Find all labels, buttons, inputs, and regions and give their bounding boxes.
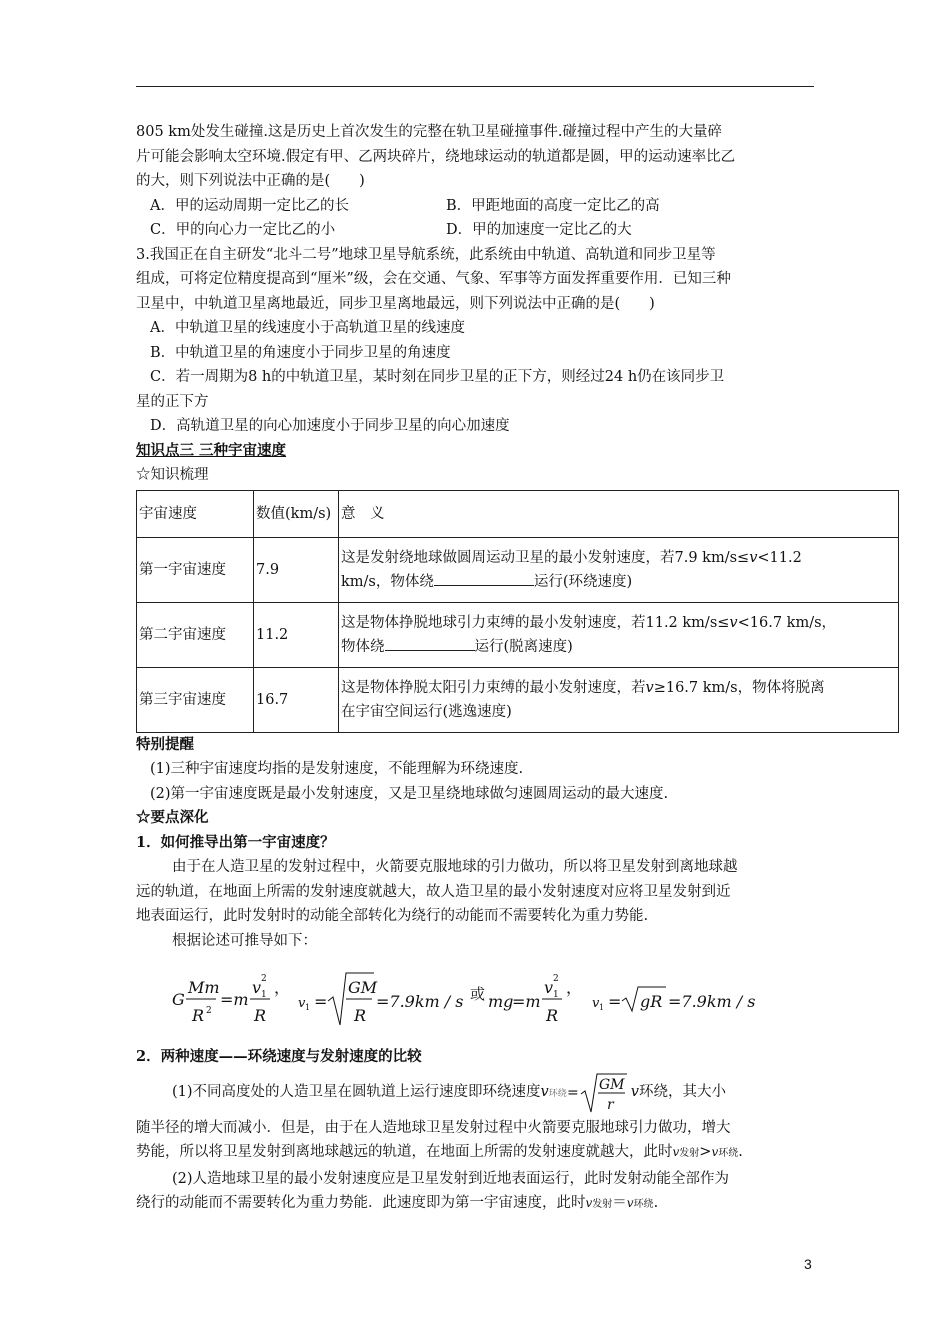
paragraph bbox=[136, 1191, 816, 1218]
paragraph-text: . bbox=[653, 1195, 659, 1211]
variable-v: v bbox=[749, 549, 758, 566]
formula-symbol: 1 bbox=[305, 1003, 311, 1012]
formula-symbol: 1 bbox=[599, 1003, 605, 1012]
option-c: C．甲的向心力一定比乙的小 bbox=[150, 222, 336, 238]
table-cell-value: 16.7 bbox=[254, 667, 339, 732]
subscript: 环绕 bbox=[718, 1148, 739, 1159]
formula-symbol: = bbox=[608, 992, 622, 1011]
paragraph: 地表面运行，此时发射时的动能全部转化为绕行的动能而不需要转化为重力势能. bbox=[136, 908, 649, 924]
formula-symbol: 2 bbox=[206, 1006, 212, 1016]
formula-symbol: R bbox=[254, 1006, 267, 1025]
formula-symbol: v bbox=[298, 996, 306, 1011]
intro-line: 的大，则下列说法中正确的是( ) bbox=[136, 173, 365, 189]
formula-symbol: =7.9km / s bbox=[376, 992, 464, 1011]
derivation-formula bbox=[136, 959, 816, 1039]
paragraph-text: > bbox=[699, 1144, 712, 1160]
formula-symbol: mg bbox=[488, 992, 514, 1011]
formula-symbol: 或 bbox=[470, 985, 486, 1003]
meaning-text: 在宇宙空间运行(逃逸速度) bbox=[341, 703, 512, 720]
cosmic-velocity-table bbox=[136, 490, 899, 733]
formula-symbol: ， bbox=[566, 978, 583, 997]
table-header-row bbox=[137, 490, 899, 537]
fill-blank bbox=[385, 636, 475, 651]
q2-options-row bbox=[136, 194, 816, 219]
paragraph-text: (1)不同高度处的人造卫星在圆轨道上运行速度即环绕速度 bbox=[172, 1083, 541, 1100]
sqrt-gm-r bbox=[567, 1070, 631, 1114]
variable-v: v bbox=[729, 614, 738, 631]
meaning-text: km/s，物体绕 bbox=[341, 573, 434, 590]
option-d: D．甲的加速度一定比乙的大 bbox=[446, 222, 632, 238]
paragraph: 根据论述可推导如下： bbox=[172, 932, 317, 949]
meaning-text: <11.2 bbox=[757, 549, 802, 566]
document-body bbox=[136, 120, 837, 1218]
meaning-text: 运行(脱离速度) bbox=[474, 638, 573, 655]
formula-symbol: GM bbox=[598, 1076, 625, 1093]
table-row bbox=[137, 667, 899, 732]
q3-option-d: D．高轨道卫星的向心加速度小于同步卫星的向心加速度 bbox=[150, 418, 510, 434]
table-cell-meaning bbox=[339, 667, 899, 732]
formula-symbol: v bbox=[252, 978, 262, 997]
paragraph-text: ＝ bbox=[612, 1195, 627, 1211]
q3-stem: 3.我国正在自主研发“北斗二号”地球卫星导航系统，此系统由中轨道、高轨道和同步卫星等 bbox=[136, 246, 716, 263]
table-cell-name: 第一宇宙速度 bbox=[137, 537, 254, 602]
formula-symbol: GM bbox=[348, 978, 378, 997]
variable-v: v bbox=[540, 1083, 549, 1100]
formula-symbol: gR bbox=[640, 992, 663, 1011]
paragraph-text: 绕行的动能而不需要转化为重力势能．此速度即为第一宇宙速度，此时 bbox=[136, 1195, 586, 1211]
meaning-text: 运行(环绕速度) bbox=[533, 573, 633, 590]
q3-option-c-cont: 星的正下方 bbox=[136, 393, 209, 410]
paragraph: 由于在人造卫星的发射过程中，火箭要克服地球的引力做功，所以将卫星发射到离地球越 bbox=[172, 859, 738, 875]
deepen-title: ☆要点深化 bbox=[136, 809, 209, 826]
formula-symbol: 1 bbox=[261, 990, 267, 1000]
paragraph: 远的轨道，在地面上所需的发射速度就越大，故人造卫星的最小发射速度对应将卫星发射到近 bbox=[136, 883, 731, 900]
section-heading: 知识点三 三种宇宙速度 bbox=[136, 441, 287, 459]
table-header: 宇宙速度 bbox=[137, 490, 254, 537]
table-cell-name: 第二宇宙速度 bbox=[137, 602, 254, 667]
subscript: 发射 bbox=[592, 1199, 613, 1210]
formula-symbol: R bbox=[192, 1006, 205, 1025]
formula-symbol: Mm bbox=[188, 978, 220, 997]
header-rule bbox=[136, 86, 814, 87]
meaning-text: 这是发射绕地球做圆周运动卫星的最小发射速度，若7.9 km/s≤ bbox=[341, 549, 750, 566]
reminder-item: (2)第一宇宙速度既是最小发射速度，又是卫星绕地球做匀速圆周运动的最大速度. bbox=[150, 785, 669, 802]
formula-symbol: = bbox=[314, 992, 328, 1011]
q3-stem: 卫星中，中轨道卫星离地最近，同步卫星离地最远，则下列说法中正确的是( ) bbox=[136, 295, 655, 312]
q3-stem: 组成，可将定位精度提高到“厘米”级，会在交通、气象、军事等方面发挥重要作用．已知三种 bbox=[136, 271, 731, 287]
table-cell-name: 第三宇宙速度 bbox=[137, 667, 254, 732]
table-row bbox=[137, 602, 899, 667]
variable-v: v bbox=[585, 1196, 593, 1210]
section-subheading: ☆知识梳理 bbox=[136, 467, 209, 483]
formula-symbol: v bbox=[592, 996, 600, 1011]
meaning-text: <16.7 km/s， bbox=[737, 614, 837, 631]
formula-symbol: ， bbox=[274, 978, 291, 997]
variable-v: v bbox=[711, 1145, 719, 1159]
formula-symbol: 2 bbox=[553, 974, 559, 984]
q3-option-c: C．若一周期为8 h的中轨道卫星，某时刻在同步卫星的正下方，则经过24 h仍在该同步卫 bbox=[150, 369, 725, 385]
paragraph-text: 势能，所以将卫星发射到离地球越远的轨道，在地面上所需的发射速度就越大，此时 bbox=[136, 1144, 673, 1160]
table-row bbox=[137, 537, 899, 602]
paragraph-text: 环绕，其大小 bbox=[638, 1083, 726, 1100]
subscript: 环绕 bbox=[548, 1088, 567, 1099]
meaning-text: 物体绕 bbox=[341, 638, 385, 655]
formula-symbol: =m bbox=[220, 990, 249, 1009]
variable-v: v bbox=[626, 1196, 634, 1210]
intro-line: 805 km处发生碰撞.这是历史上首次发生的完整在轨卫星碰撞事件.碰撞过程中产生的大量碎 bbox=[136, 124, 723, 140]
variable-v: v bbox=[672, 1145, 680, 1159]
formula-symbol: 2 bbox=[261, 974, 267, 984]
formula-symbol: v bbox=[544, 978, 554, 997]
page-number: 3 bbox=[804, 1256, 812, 1272]
formula-symbol: r bbox=[606, 1096, 614, 1113]
table-header: 意 义 bbox=[339, 490, 899, 537]
table-cell-value: 7.9 bbox=[254, 537, 339, 602]
formula-symbol: 1 bbox=[553, 990, 559, 1000]
formula-symbol: =m bbox=[512, 992, 541, 1011]
q3-option-b: B．中轨道卫星的角速度小于同步卫星的角速度 bbox=[150, 344, 451, 361]
meaning-text: ≥16.7 km/s，物体将脱离 bbox=[653, 679, 825, 696]
formula-svg bbox=[166, 959, 806, 1039]
q2-options-row bbox=[136, 218, 816, 243]
table-header: 数值(km/s) bbox=[254, 490, 339, 537]
paragraph: (2)人造地球卫星的最小发射速度应是卫星发射到近地表面运行，此时发射动能全部作为 bbox=[172, 1170, 730, 1187]
table-cell-value: 11.2 bbox=[254, 602, 339, 667]
paragraph-text: . bbox=[738, 1144, 743, 1160]
formula-symbol: =7.9km / s bbox=[668, 992, 756, 1011]
question-heading: 1．如何推导出第一宇宙速度？ bbox=[136, 833, 335, 851]
formula-symbol: G bbox=[172, 990, 185, 1009]
question-heading: 2．两种速度——环绕速度与发射速度的比较 bbox=[136, 1048, 422, 1065]
intro-line: 片可能会影响太空环境.假定有甲、乙两块碎片，绕地球运动的轨道都是圆，甲的运动速率比乙 bbox=[136, 148, 736, 165]
meaning-text: 这是物体挣脱地球引力束缚的最小发射速度，若11.2 km/s≤ bbox=[341, 614, 730, 631]
meaning-text: 这是物体挣脱太阳引力束缚的最小发射速度，若 bbox=[341, 679, 646, 696]
subscript: 环绕 bbox=[633, 1199, 654, 1210]
table-cell-meaning bbox=[339, 537, 899, 602]
table-cell-meaning bbox=[339, 602, 899, 667]
variable-v: v bbox=[645, 679, 654, 696]
formula-symbol: = bbox=[566, 1084, 579, 1101]
fill-blank bbox=[434, 571, 534, 586]
q3-option-a: A．中轨道卫星的线速度小于高轨道卫星的线速度 bbox=[150, 320, 465, 336]
reminder-title: 特别提醒 bbox=[136, 735, 194, 753]
subscript: 发射 bbox=[679, 1148, 700, 1159]
variable-v: v bbox=[630, 1083, 639, 1100]
paragraph bbox=[136, 1070, 816, 1116]
formula-symbol: R bbox=[546, 1006, 559, 1025]
paragraph: 随半径的增大而减小．但是，由于在人造地球卫星发射过程中火箭要克服地球引力做功，增大 bbox=[136, 1119, 731, 1136]
option-a: A．甲的运动周期一定比乙的长 bbox=[150, 197, 349, 214]
reminder-item: (1)三种宇宙速度均指的是发射速度，不能理解为环绕速度. bbox=[150, 761, 524, 777]
option-b: B．甲距地面的高度一定比乙的高 bbox=[446, 197, 660, 214]
formula-symbol: R bbox=[354, 1006, 367, 1025]
paragraph bbox=[136, 1140, 816, 1167]
